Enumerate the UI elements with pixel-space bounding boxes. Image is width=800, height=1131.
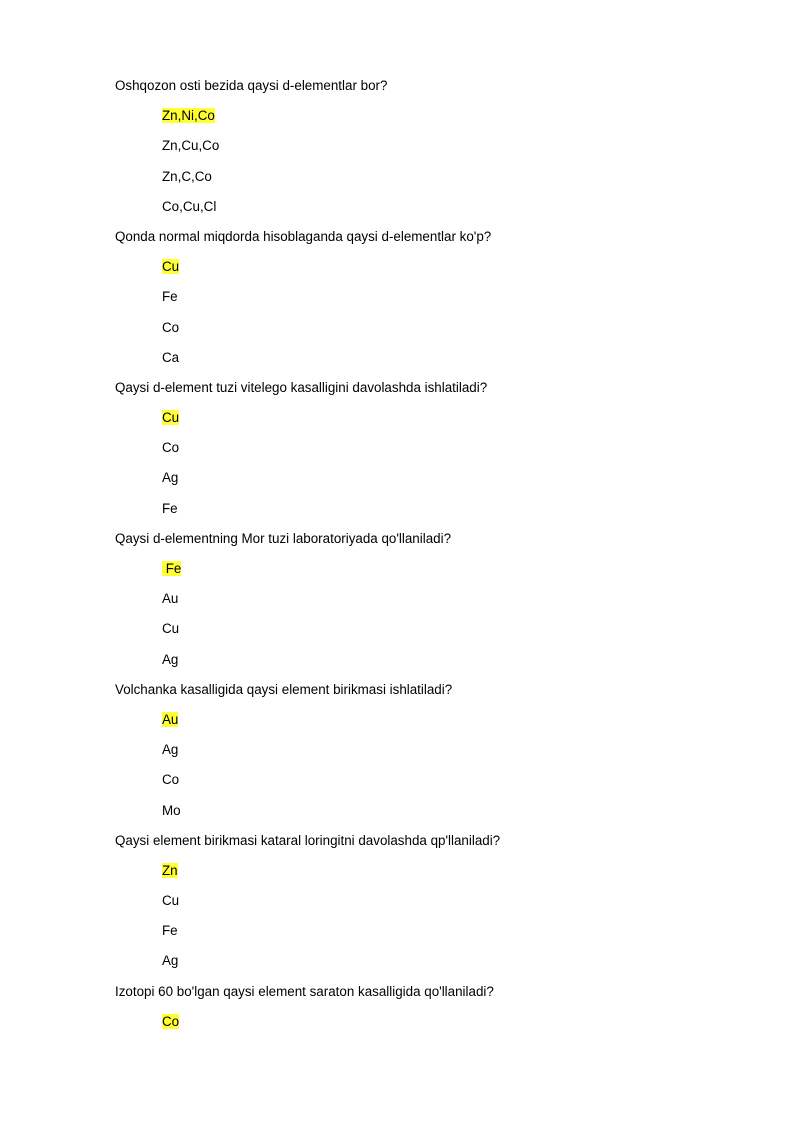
- answer-option: Zn,C,Co: [162, 168, 212, 184]
- question-list: [115, 76, 735, 1042]
- answer-option: [115, 559, 735, 589]
- answer-option: Ag: [162, 742, 179, 758]
- question-text: Qonda normal miqdorda hisoblaganda qaysi d-elementlar ko'p?: [115, 228, 492, 244]
- answer-option: Co: [162, 440, 180, 456]
- answer-option: Zn,Cu,Co: [162, 138, 220, 154]
- highlighted-answer: Au: [162, 711, 179, 727]
- answer-option: Co: [162, 772, 180, 788]
- answer-option: Mo: [162, 802, 181, 818]
- answer-option: Fe: [162, 923, 178, 939]
- highlighted-answer: Cu: [162, 410, 180, 426]
- answer-option: [115, 1012, 735, 1042]
- answer-option: [115, 710, 735, 740]
- question-text: Volchanka kasalligida qaysi element birikmasi ishlatiladi?: [115, 681, 453, 697]
- answer-option: Cu: [162, 893, 180, 909]
- highlighted-answer: Zn: [162, 862, 178, 878]
- answer-option: [115, 861, 735, 891]
- answer-option: Co: [162, 319, 180, 335]
- answer-option: Fe: [162, 500, 178, 516]
- answer-option: Cu: [162, 621, 180, 637]
- question-text: Oshqozon osti bezida qaysi d-elementlar bor?: [115, 78, 388, 93]
- answer-option: [115, 408, 735, 438]
- question-text: Izotopi 60 bo'lgan qaysi element saraton kasalligida qo'llaniladi?: [115, 983, 494, 999]
- answer-option: Co,Cu,Cl: [162, 198, 217, 214]
- answer-option: Ag: [162, 470, 179, 486]
- answer-option: [115, 257, 735, 287]
- highlighted-answer: Zn,Ni,Co: [162, 108, 215, 124]
- question-text: Qaysi d-element tuzi vitelego kasalligini davolashda ishlatiladi?: [115, 379, 488, 395]
- answer-option: Fe: [162, 289, 178, 305]
- answer-option: Ag: [162, 651, 179, 667]
- highlighted-answer: Co: [162, 1013, 180, 1029]
- answer-option: Ca: [162, 349, 180, 365]
- question-text: Qaysi element birikmasi kataral loringitni davolashda qp'llaniladi?: [115, 832, 501, 848]
- answer-option: [115, 106, 735, 136]
- question-text: Qaysi d-elementning Mor tuzi laboratoriyada qo'llaniladi?: [115, 530, 452, 546]
- highlighted-answer: Cu: [162, 259, 180, 275]
- answer-option: Au: [162, 591, 179, 607]
- highlighted-answer: Fe: [162, 561, 182, 576]
- answer-option: Ag: [162, 953, 179, 969]
